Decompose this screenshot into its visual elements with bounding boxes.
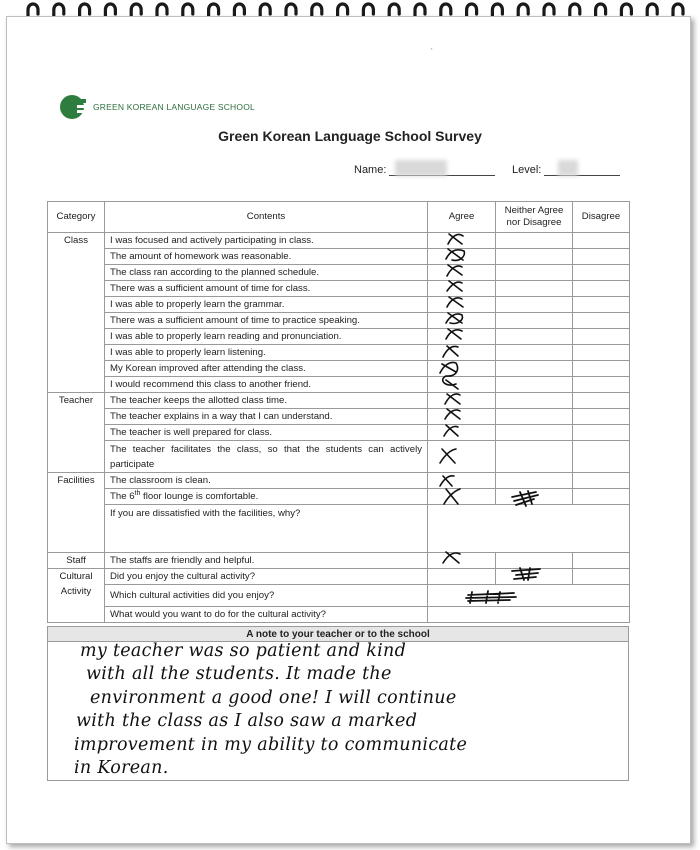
row-content: Did you enjoy the cultural activity? [105,569,428,585]
header-category: Category [48,202,105,233]
row-content: The staffs are friendly and helpful. [105,553,428,569]
table-row [48,441,630,473]
table-row [48,607,630,623]
handwritten-line: with the class as I also saw a marked [76,711,418,732]
header-neither: Neither Agree nor Disagree [496,202,573,233]
table-row [48,489,630,505]
survey-table [47,201,630,623]
table-row [48,569,630,585]
stray-mark: ˊ [430,47,433,57]
handwritten-line: in Korean. [74,758,169,779]
table-row [48,249,630,265]
row-content: There was a sufficient amount of time for class. [105,281,428,297]
header-agree: Agree [428,202,496,233]
row-content: The teacher facilitates the class, so that the students can actively participate [105,441,428,473]
row-content: I was focused and actively participating in class. [105,233,428,249]
category-cultural: Cultural Activity [48,569,105,623]
category-staff: Staff [48,553,105,569]
table-row [48,361,630,377]
row-content: I was able to properly learn reading and pronunciation. [105,329,428,345]
row-content: The amount of homework was reasonable. [105,249,428,265]
table-row [48,313,630,329]
row-content: I was able to properly learn the grammar. [105,297,428,313]
table-row [48,297,630,313]
row-content: The class ran according to the planned schedule. [105,265,428,281]
level-line [544,164,620,176]
table-row [48,393,630,409]
row-content: The classroom is clean. [105,473,428,489]
name-line [389,164,495,176]
row-content: I would recommend this class to another friend. [105,377,428,393]
row-content: If you are dissatisfied with the facilities, why? [105,505,428,553]
category-class: Class [48,233,105,393]
table-header [48,202,630,233]
row-content: Which cultural activities did you enjoy? [105,585,428,607]
handwritten-note [60,640,660,780]
handwritten-line: with all the students. It made the [86,664,392,685]
level-label: Level: [512,164,542,176]
table-row [48,425,630,441]
table-row [48,585,630,607]
row-content: The teacher keeps the allotted class time. [105,393,428,409]
table-row [48,265,630,281]
level-field [512,164,620,176]
handwritten-line: my teacher was so patient and kind [80,641,407,661]
logo-text: GREEN KOREAN LANGUAGE SCHOOL [93,102,255,112]
row-content: I was able to properly learn listening. [105,345,428,361]
row-content [105,489,428,505]
table-row [48,409,630,425]
table-row [48,281,630,297]
table-row [48,553,630,569]
table-row [48,377,630,393]
header-disagree: Disagree [573,202,630,233]
table-row [48,233,630,249]
row-content-text: The 6th floor lounge is comfortable. [110,489,259,502]
row-content: What would you want to do for the cultural activity? [105,607,428,623]
name-field [354,164,495,176]
handwritten-line: improvement in my ability to communicate [74,734,468,755]
row-content: There was a sufficient amount of time to practice speaking. [105,313,428,329]
table-row [48,473,630,489]
table-row [48,329,630,345]
agree-cell [428,233,496,249]
category-teacher: Teacher [48,393,105,473]
survey-title: Green Korean Language School Survey [218,128,482,144]
handwritten-line: environment a good one! I will continue [90,687,457,708]
school-logo [60,94,255,120]
category-facilities: Facilities [48,473,105,553]
logo-icon [60,94,88,120]
table-row [48,345,630,361]
table-row [48,505,630,553]
name-label: Name: [354,164,387,176]
note-heading: A note to your teacher or to the school [47,626,629,642]
row-content: The teacher is well prepared for class. [105,425,428,441]
row-content: The teacher explains in a way that I can understand. [105,409,428,425]
row-content: My Korean improved after attending the class. [105,361,428,377]
header-contents: Contents [105,202,428,233]
